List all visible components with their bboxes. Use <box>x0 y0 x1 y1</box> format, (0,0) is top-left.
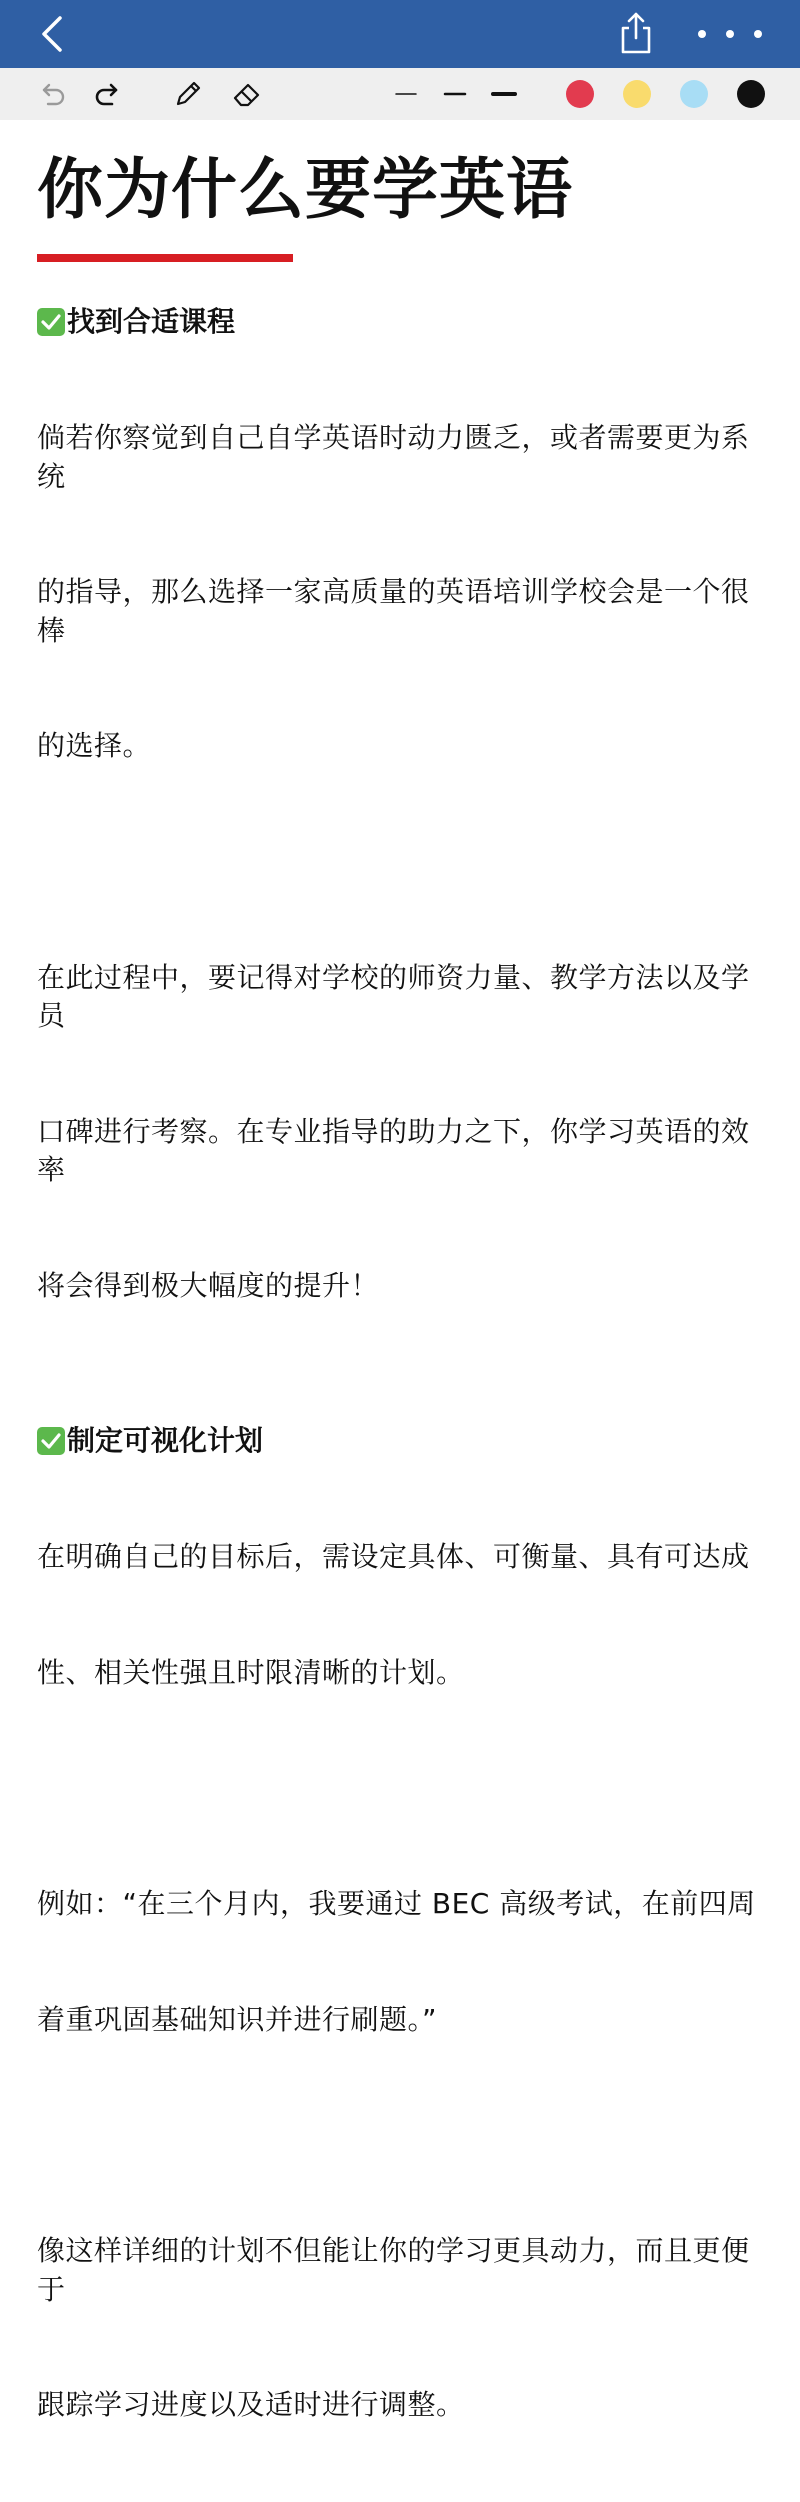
paragraph <box>37 2155 777 2502</box>
drawing-toolbar <box>0 68 800 120</box>
paragraph <box>37 882 777 1383</box>
color-swatch-light-blue[interactable] <box>680 80 708 108</box>
note-content <box>37 130 777 2502</box>
text-line: 口碑进行考察。在专业指导的助力之下，你学习英语的效率 <box>37 1114 750 1186</box>
color-swatch-yellow[interactable] <box>623 80 651 108</box>
text-line: 性、相关性强且时限清晰的计划。 <box>37 1655 465 1689</box>
section-heading-2 <box>37 1421 777 1461</box>
pen-size-thick[interactable] <box>486 84 522 104</box>
text-line: 在明确自己的目标后，需设定具体、可衡量、具有可达成 <box>37 1540 750 1573</box>
color-swatch-red[interactable] <box>566 80 594 108</box>
text-line: 在此过程中，要记得对学校的师资力量、教学方法以及学员 <box>37 960 750 1032</box>
pencil-icon[interactable] <box>170 76 206 112</box>
section-heading-text: 找到合适课程 <box>67 305 236 338</box>
redo-icon[interactable] <box>90 76 126 112</box>
check-mark-icon <box>37 1427 65 1455</box>
text-line: 倘若你察觉到自己自学英语时动力匮乏，或者需要更为系统 <box>37 421 750 493</box>
section-heading-text: 制定可视化计划 <box>67 1424 264 1457</box>
check-mark-icon <box>37 308 65 336</box>
color-swatch-black[interactable] <box>737 80 765 108</box>
pen-size-medium[interactable] <box>437 84 473 104</box>
eraser-icon[interactable] <box>229 76 265 112</box>
title-underline <box>37 254 293 262</box>
text-line: 像这样详细的计划不但能让你的学习更具动力，而且更便于 <box>37 2234 750 2306</box>
text-line: 跟踪学习进度以及适时进行调整。 <box>37 2388 465 2421</box>
text-line: 将会得到极大幅度的提升！ <box>37 1268 380 1302</box>
section-heading-1 <box>37 302 777 342</box>
pen-size-thin[interactable] <box>388 84 424 104</box>
text-line: 的选择。 <box>37 729 152 762</box>
text-line: 的指导，那么选择一家高质量的英语培训学校会是一个很棒 <box>37 575 750 647</box>
chevron-left-icon[interactable] <box>36 14 70 54</box>
text-line: 着重巩固基础知识并进行刷题。” <box>37 2002 438 2036</box>
share-icon[interactable] <box>616 10 656 56</box>
top-bar <box>0 0 800 68</box>
paragraph <box>37 1461 777 1769</box>
undo-icon[interactable] <box>34 76 70 112</box>
text-line: 例如：“在三个月内，我要通过 BEC 高级考试，在前四周 <box>37 1887 756 1920</box>
paragraph <box>37 1808 777 2116</box>
more-dots-icon[interactable] <box>690 22 770 46</box>
article-title: 你为什么要学英语 <box>37 151 573 228</box>
paragraph <box>37 342 777 843</box>
